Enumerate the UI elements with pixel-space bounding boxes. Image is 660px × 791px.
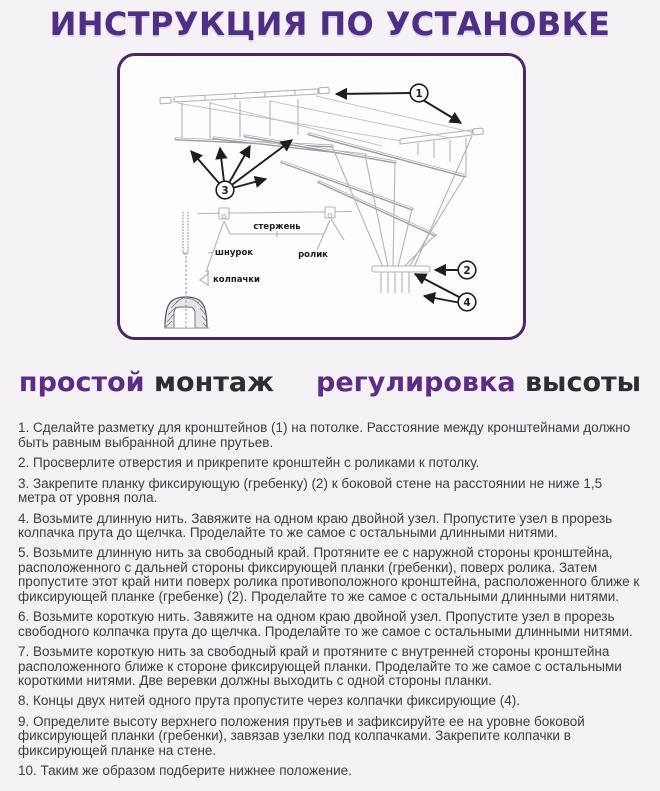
cord-and-caps-detail — [164, 212, 210, 330]
callout-4-number: 4 — [463, 296, 471, 309]
feature-rest: монтаж — [153, 367, 274, 398]
feature-height-adjust — [316, 367, 641, 399]
callout-3 — [216, 181, 234, 199]
label-rod: стержень — [253, 222, 301, 232]
instruction-list — [18, 421, 640, 778]
callout-2 — [458, 261, 476, 279]
diagram-panel — [117, 53, 526, 340]
instruction-step: 6. Возьмите короткую нить. Завяжите на одном краю двойной узел. Пропустите узел в прорезь свободного колпачка прута до щелчка. Проделайте то же самое с остальными длинными нитями. — [18, 609, 633, 639]
feature-accent: регулировка — [316, 367, 516, 398]
callout-3-number: 3 — [221, 184, 229, 197]
instruction-step: 7. Возьмите короткую нить за свободный край и протяните с внутренней стороны кронштейна расположенного ближе к стороне фиксирующей планки. Проделайте то же самое с остальными короткими нитями. Две веревки должны выходить с одной стороны планки. — [18, 644, 622, 688]
feature-rest: высоты — [524, 367, 642, 398]
feature-accent: простой — [18, 367, 145, 398]
callout-1 — [410, 84, 428, 102]
instruction-step: 8. Концы двух нитей одного прута пропустите через колпачки фиксирующие (4). — [18, 693, 520, 709]
instruction-step: 1. Сделайте разметку для кронштейнов (1) на потолке. Расстояние между кронштейнами должно быть равным выбранной длине прутьев. — [18, 420, 631, 450]
label-caps: колпачки — [213, 275, 261, 285]
instruction-step: 10. Таким же образом подберите нижнее положение. — [18, 763, 352, 779]
label-roller: ролик — [298, 250, 328, 260]
callout-2-number: 2 — [463, 264, 471, 277]
feature-easy-mount — [19, 367, 274, 399]
rod-detail — [198, 207, 352, 272]
fixing-plank — [372, 266, 430, 293]
features-row — [0, 367, 660, 399]
instruction-step: 3. Закрепите планку фиксирующую (гребенку) (2) к боковой стене на расстоянии не ниже 1,5 метра от уровня пола. — [18, 475, 603, 506]
ceiling-brackets — [160, 87, 483, 144]
instruction-step: 5. Возьмите длинную нить за свободный край. Протяните ее с наружной стороны кронштейна, расположенного с дальней стороны фиксирующей планки (гребенки), поверх ролика. Затем пропустите этот край нити поверх ролика противоположного кронштейна, расположенного ближе к фиксирующей планке (гребенке) (2). Проделайте то же самое с остальными длинными нитями. — [18, 545, 640, 604]
callout-1-number: 1 — [415, 87, 423, 100]
page-title: ИНСТРУКЦИЯ ПО УСТАНОВКЕ — [49, 5, 611, 43]
instruction-step: 9. Определите высоту верхнего положения прутьев и зафиксируйте ее на уровне боковой фиксирующей планки (гребенки), завязав узелки под колпачками. Закрепите колпачки в фиксирующей планке на стене. — [18, 713, 585, 758]
callout-4 — [458, 293, 476, 311]
instruction-step: 2. Просверлите отверстия и прикрепите кронштейн с роликами к потолку. — [18, 455, 480, 471]
label-cord: шнурок — [214, 248, 254, 258]
instruction-step: 4. Возьмите длинную нить. Завяжите на одном краю двойной узел. Пропустите узел в прорезь колпачка прута до щелчка. Проделайте то же самое с остальными длинными нитями. — [18, 510, 613, 541]
assembly-diagram — [120, 56, 523, 337]
